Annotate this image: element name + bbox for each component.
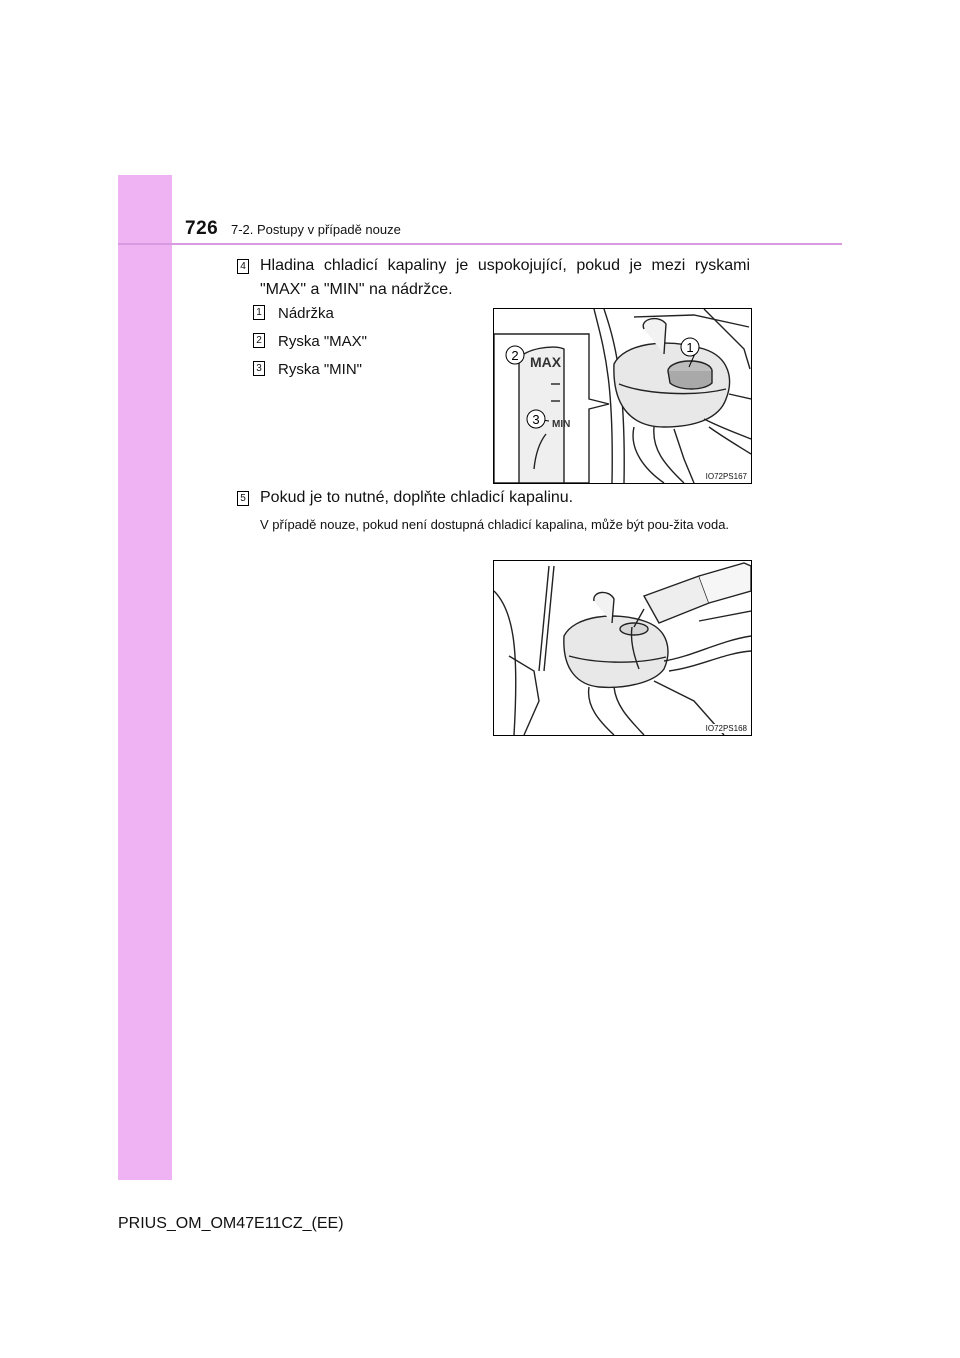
callout-3: 3 — [532, 412, 540, 427]
step-marker-5: 5 — [237, 491, 249, 506]
document-code: PRIUS_OM_OM47E11CZ_(EE) — [118, 1215, 344, 1232]
item-number-1: 1 — [253, 305, 265, 320]
step-4-text: Hladina chladicí kapaliny je uspokojující, pokud je mezi ryskami "MAX" a "MIN" na nádržce. — [260, 257, 750, 298]
step-marker-4: 4 — [237, 259, 249, 274]
inset-max-mark: MAX — [530, 354, 562, 370]
item-label-max-line: Ryska "MAX" — [278, 333, 367, 350]
refill-coolant-figure — [493, 560, 752, 736]
figure-code: IO72PS167 — [705, 472, 747, 481]
refill-coolant-illustration — [494, 561, 751, 735]
coolant-reservoir-figure — [493, 308, 752, 484]
callout-2: 2 — [511, 348, 519, 363]
coolant-reservoir-illustration — [494, 309, 751, 483]
item-label-min-line: Ryska "MIN" — [278, 361, 362, 378]
callout-1: 1 — [686, 340, 694, 355]
header-rule — [118, 243, 842, 245]
page-number: 726 — [185, 218, 219, 239]
step-5-text: Pokud je to nutné, doplňte chladicí kapalinu. — [260, 489, 574, 506]
figure-code: IO72PS168 — [705, 724, 747, 733]
item-label-tank: Nádržka — [278, 305, 334, 322]
item-number-2: 2 — [253, 333, 265, 348]
section-title: 7-2. Postupy v případě nouze — [231, 222, 401, 237]
side-tab-bar — [118, 175, 172, 1180]
step-5-note: V případě nouze, pokud není dostupná chladicí kapalina, může být pou-žita voda. — [260, 517, 730, 532]
inset-min-mark: MIN — [552, 419, 571, 430]
item-number-3: 3 — [253, 361, 265, 376]
